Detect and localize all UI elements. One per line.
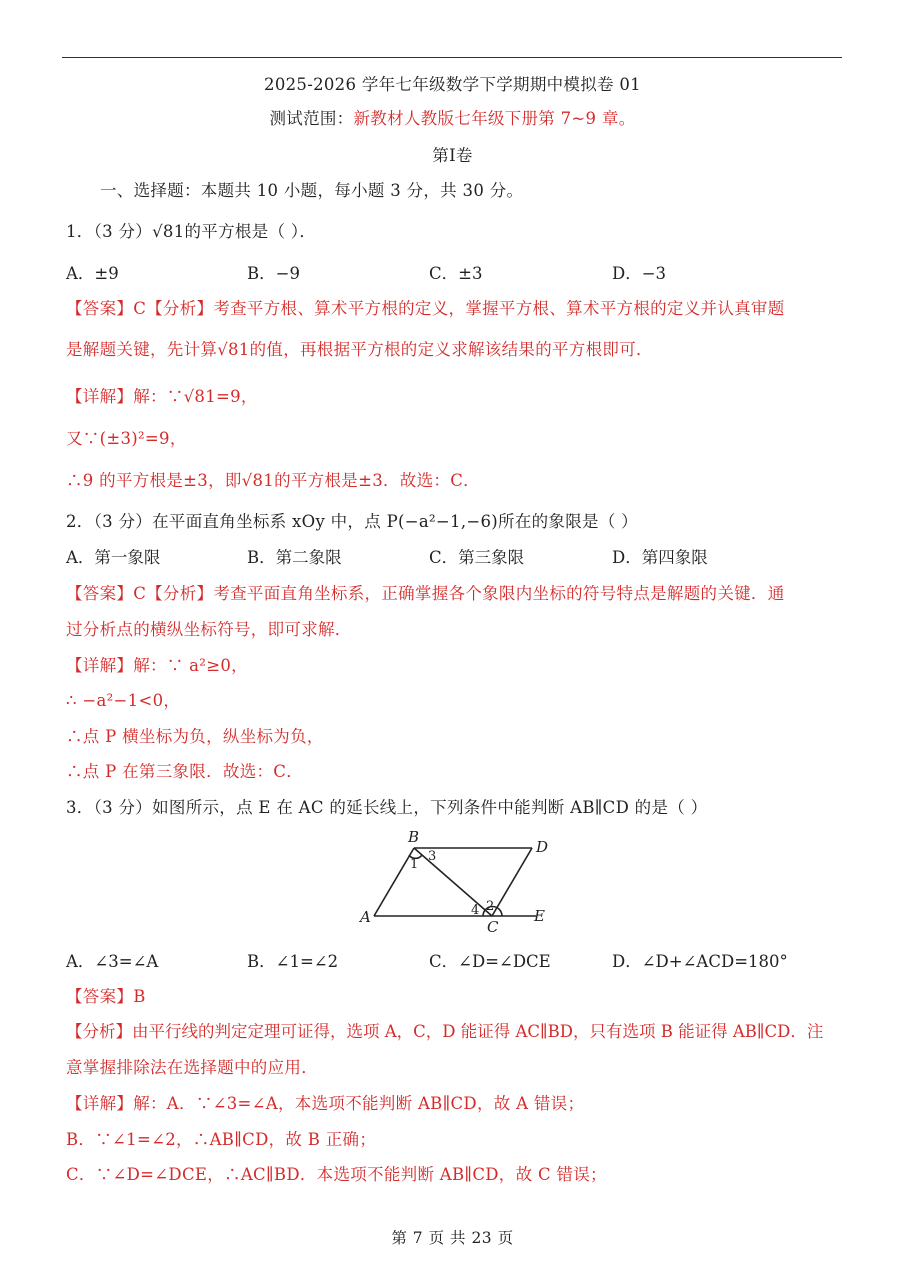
q2-option-d: D．第四象限: [612, 548, 708, 567]
volume-heading: 第Ⅰ卷: [432, 146, 473, 165]
q1-option-c: C．±3: [429, 264, 483, 283]
q3-analysis-line-1: 【分析】由平行线的判定定理可证得，选项 A，C，D 能证得 AC∥BD，只有选项 B 能证得 AB∥CD．注: [66, 1022, 824, 1041]
q2-analysis-line-2: 过分析点的横纵坐标符号，即可求解．: [66, 620, 352, 639]
label-b: B: [408, 828, 420, 846]
q2-option-b: B．第二象限: [247, 548, 342, 567]
label-a: A: [360, 908, 371, 926]
label-d: D: [536, 838, 549, 856]
q1-detail-line-3: ∴9 的平方根是±3，即√81的平方根是±3．故选：C．: [66, 471, 480, 490]
angle-label-1: 1: [410, 857, 419, 872]
q3-option-c: C．∠D=∠DCE: [429, 952, 551, 971]
angle-label-3: 3: [428, 849, 437, 864]
segment-bc: [414, 848, 495, 916]
q2-analysis-line-1: 【答案】C【分析】考查平面直角坐标系，正确掌握各个象限内坐标的符号特点是解题的关键．通: [66, 584, 785, 603]
q3-stem: 3．（3 分）如图所示，点 E 在 AC 的延长线上，下列条件中能判断 AB∥CD 的是（ ）: [66, 798, 708, 817]
header-rule: [62, 57, 842, 58]
q3-option-d: D．∠D+∠ACD=180°: [612, 952, 788, 971]
scope-value: 新教材人教版七年级下册第 7~9 章。: [353, 109, 636, 128]
q3-answer: 【答案】B: [66, 987, 146, 1006]
q2-detail-line-1: 【详解】解：∵ a²≥0，: [66, 656, 248, 675]
q2-detail-line-3: ∴点 P 横坐标为负，纵坐标为负，: [66, 727, 324, 746]
label-c: C: [487, 918, 499, 936]
q2-option-c: C．第三象限: [429, 548, 525, 567]
segment-ab: [374, 848, 414, 916]
q2-detail-line-4: ∴点 P 在第三象限．故选：C．: [66, 762, 304, 781]
segment-dc: [492, 848, 532, 916]
q2-detail-line-2: ∴ −a²−1<0，: [66, 691, 181, 710]
q3-detail-line-2: B．∵∠1=∠2，∴AB∥CD，故 B 正确；: [66, 1130, 377, 1149]
exam-title: 2025-2026 学年七年级数学下学期期中模拟卷 01: [264, 75, 641, 94]
q2-stem: 2．（3 分）在平面直角坐标系 xOy 中，点 P(−a²−1,−6)所在的象限是（ ）: [66, 512, 638, 531]
q2-option-a: A．第一象限: [66, 548, 161, 567]
q1-analysis-line-2: 是解题关键，先计算√81的值，再根据平方根的定义求解该结果的平方根即可．: [66, 340, 653, 359]
q1-option-b: B．−9: [247, 264, 300, 283]
test-scope: [0, 108, 905, 130]
scope-label: 测试范围：: [269, 109, 354, 128]
angle-label-4: 4: [471, 903, 480, 918]
q1-option-d: D．−3: [612, 264, 667, 283]
angle-label-2: 2: [486, 899, 495, 914]
q3-analysis-line-2: 意掌握排除法在选择题中的应用．: [66, 1058, 318, 1077]
section-heading: 一、选择题：本题共 10 小题，每小题 3 分，共 30 分。: [100, 181, 524, 200]
q1-stem: 1．（3 分）√81的平方根是（ ）．: [66, 222, 317, 241]
q3-option-b: B．∠1=∠2: [247, 952, 339, 971]
q3-option-a: A．∠3=∠A: [66, 952, 159, 971]
q1-analysis-line-1: 【答案】C【分析】考查平方根、算术平方根的定义，掌握平方根、算术平方根的定义并认真审题: [66, 299, 785, 318]
q1-option-a: A．±9: [66, 264, 119, 283]
q3-geometry-figure: [352, 824, 562, 942]
q3-detail-line-1: 【详解】解：A．∵∠3=∠A，本选项不能判断 AB∥CD，故 A 错误；: [66, 1094, 585, 1113]
q3-detail-line-3: C．∵∠D=∠DCE，∴AC∥BD．本选项不能判断 AB∥CD，故 C 错误；: [66, 1165, 607, 1184]
q1-detail-line-2: 又∵(±3)²=9，: [66, 429, 187, 448]
label-e: E: [534, 907, 545, 925]
q1-detail-line-1: 【详解】解：∵√81=9，: [66, 387, 258, 406]
page-number-footer: 第 7 页 共 23 页: [391, 1229, 514, 1247]
